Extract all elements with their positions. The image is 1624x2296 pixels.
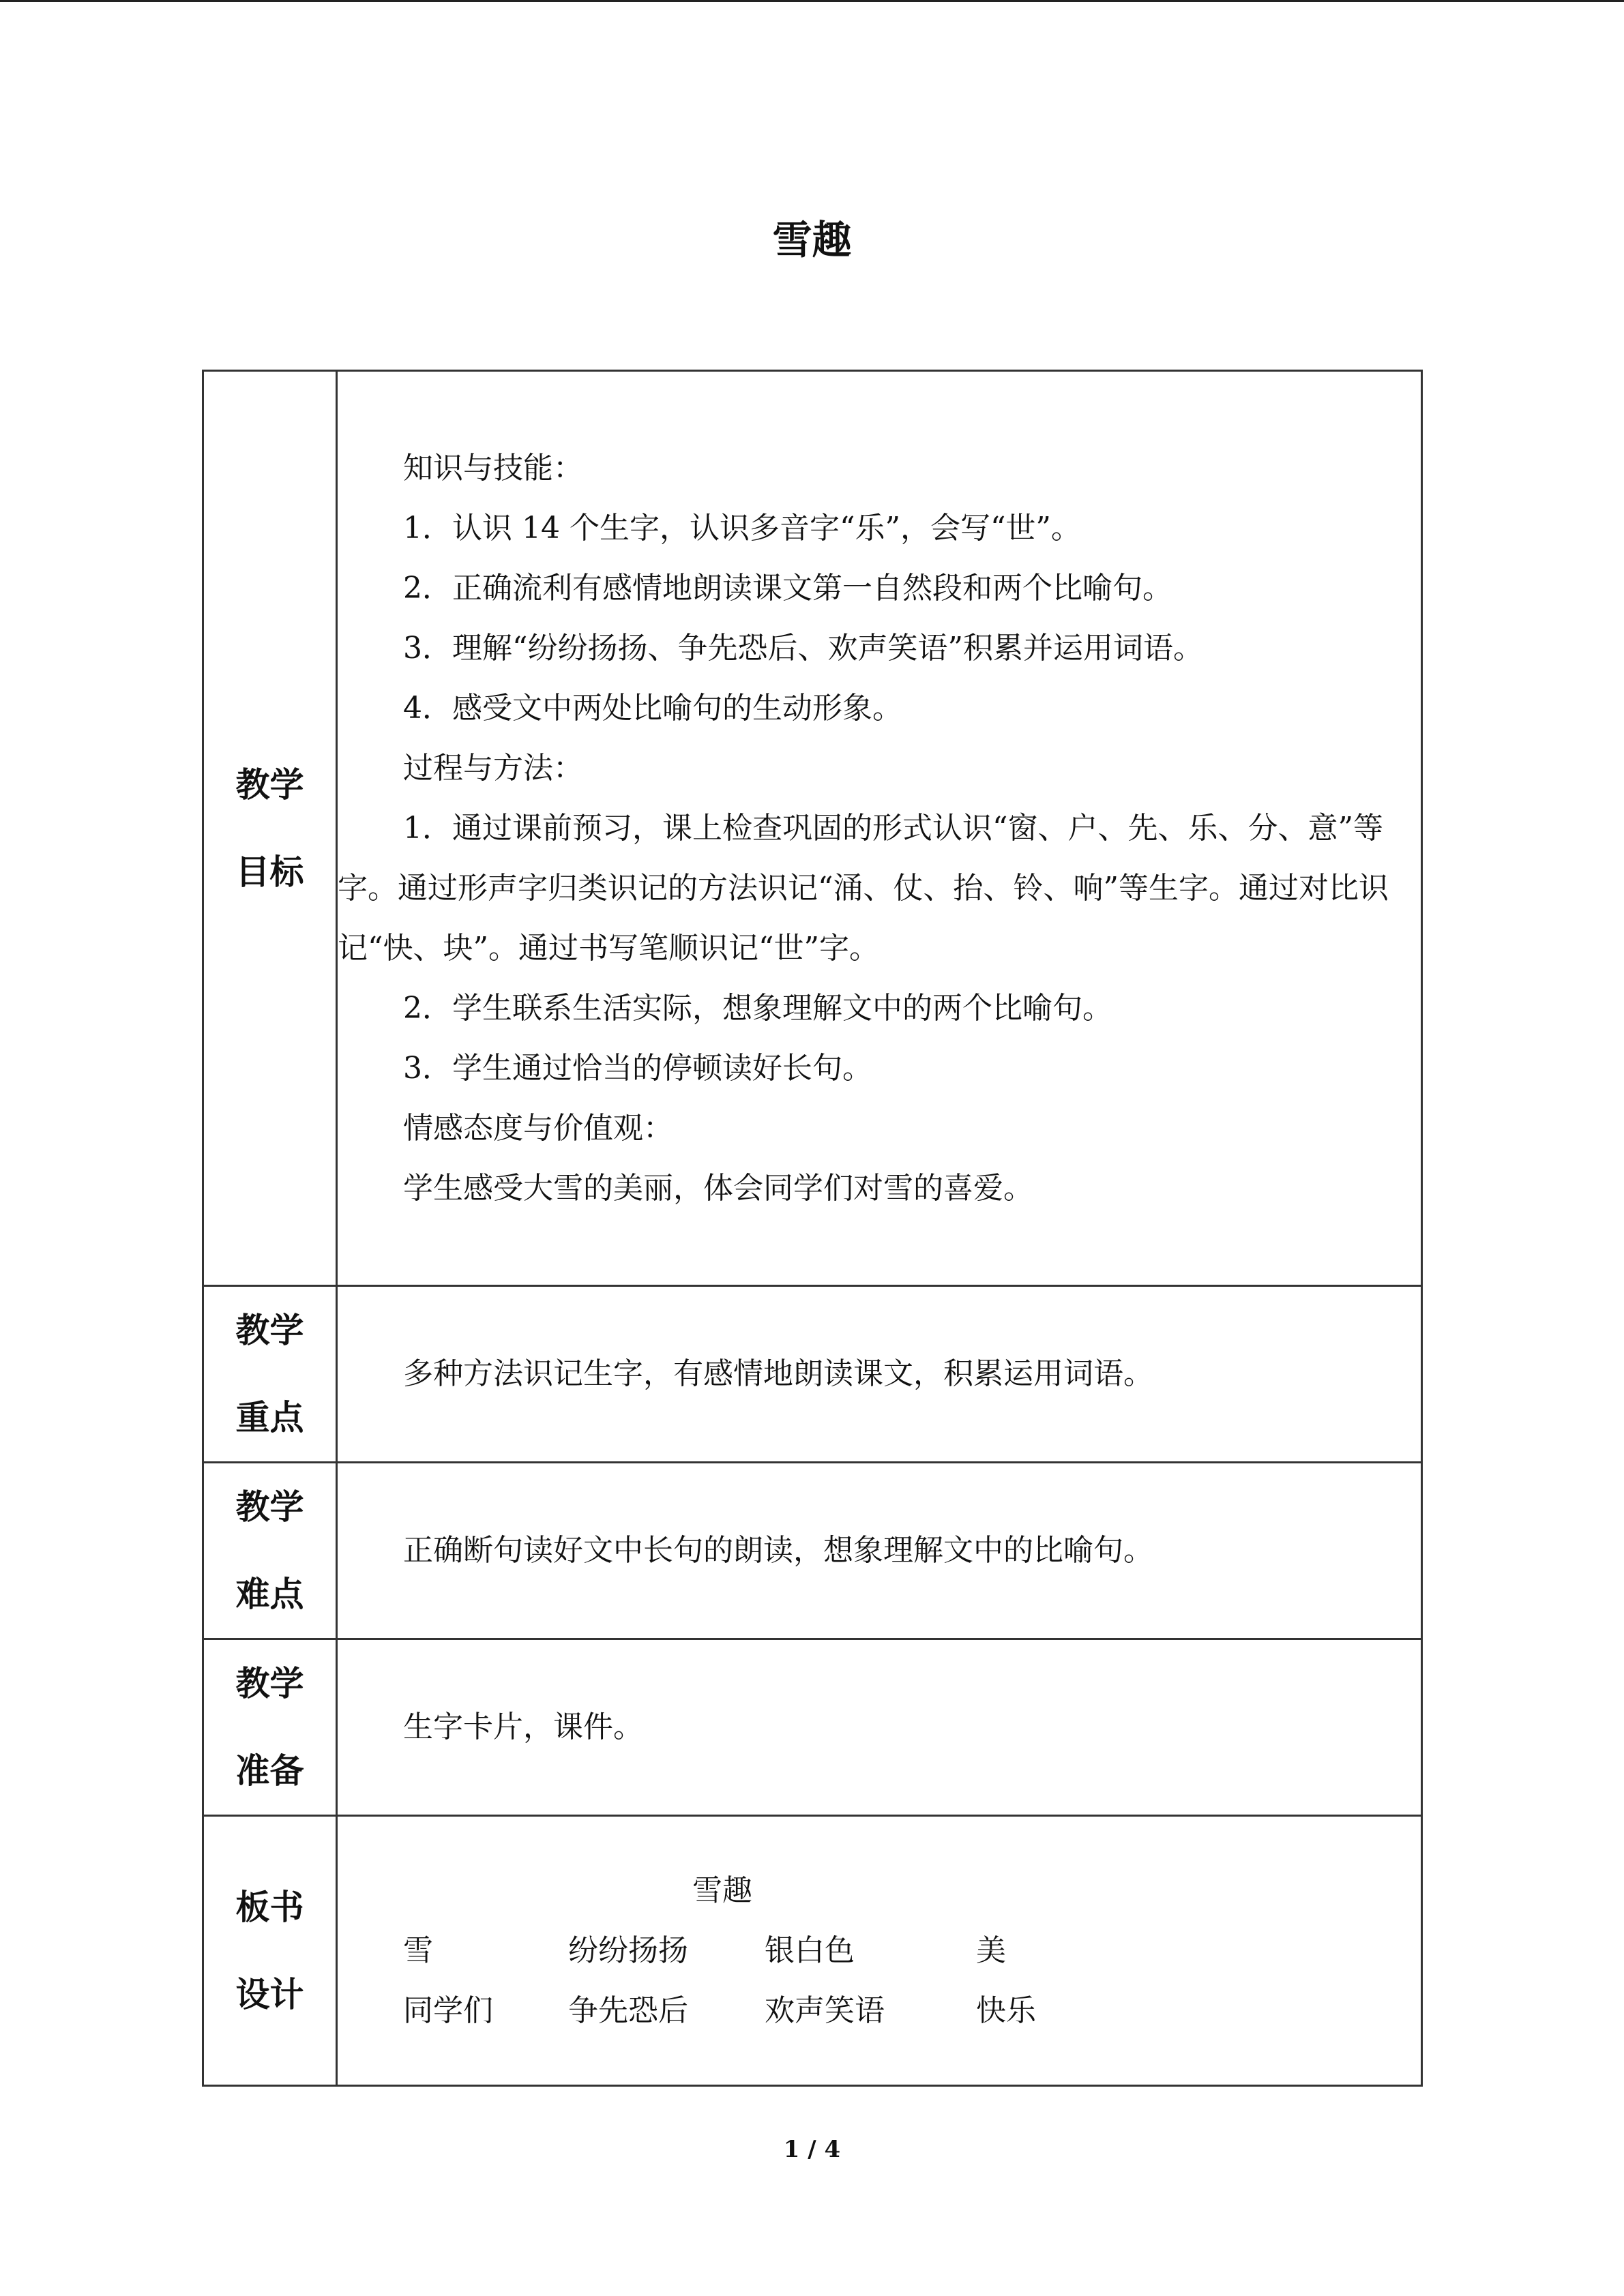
board-cell: 快乐 xyxy=(976,1993,1036,2028)
board-cell: 纷纷扬扬 xyxy=(568,1933,688,1968)
objective-line: 知识与技能： xyxy=(403,450,583,486)
row-label-key-points xyxy=(203,1286,337,1463)
table-row-difficulties xyxy=(203,1463,1422,1639)
objective-line: 1．认识 14 个生字，认识多音字“乐”，会写“世”。 xyxy=(403,510,1081,546)
board-cell: 欢声笑语 xyxy=(765,1993,885,2028)
table-row-key-points xyxy=(203,1286,1422,1463)
row-label-difficulties xyxy=(203,1463,337,1639)
board-design-content xyxy=(337,1816,1422,2086)
objective-line: 2．学生联系生活实际，想象理解文中的两个比喻句。 xyxy=(403,990,1112,1026)
table-row-board-design xyxy=(203,1816,1422,2086)
objective-line: 4．感受文中两处比喻句的生动形象。 xyxy=(403,690,902,726)
key-points-text: 多种方法识记生字，有感情地朗读课文，积累运用词语。 xyxy=(403,1356,1153,1391)
document-title: 雪趣 xyxy=(772,217,852,263)
page-number: 1 / 4 xyxy=(783,2136,841,2163)
preparation-content xyxy=(337,1639,1422,1816)
label-line: 教学 xyxy=(235,764,304,805)
board-cell: 银白色 xyxy=(765,1933,855,1968)
label-line: 教学 xyxy=(235,1487,304,1527)
board-row xyxy=(338,1981,1421,2041)
preparation-text: 生字卡片，课件。 xyxy=(403,1710,643,1744)
label-line: 设计 xyxy=(235,1974,304,2014)
row-label-preparation xyxy=(203,1639,337,1816)
difficulties-content xyxy=(337,1463,1422,1639)
difficulties-text: 正确断句读好文中长句的朗读，想象理解文中的比喻句。 xyxy=(403,1533,1153,1568)
label-line: 重点 xyxy=(235,1398,304,1437)
objective-line: 学生感受大雪的美丽，体会同学们对雪的喜爱。 xyxy=(403,1170,1033,1206)
board-cell: 争先恐后 xyxy=(568,1993,688,2028)
label-line: 教学 xyxy=(235,1311,304,1350)
objective-line: 3．学生通过恰当的停顿读好长句。 xyxy=(403,1050,872,1086)
row-label-objectives xyxy=(203,371,337,1286)
objective-line: 过程与方法： xyxy=(403,750,583,786)
label-line: 板书 xyxy=(235,1887,304,1927)
board-title: 雪趣 xyxy=(692,1873,752,1908)
objective-line: 3．理解“纷纷扬扬、争先恐后、欢声笑语”积累并运用词语。 xyxy=(403,630,1203,666)
objectives-content xyxy=(337,371,1422,1286)
board-cell: 同学们 xyxy=(403,1993,493,2028)
board-cell: 雪 xyxy=(403,1933,433,1968)
key-points-content xyxy=(337,1286,1422,1463)
row-label-board-design xyxy=(203,1816,337,2086)
objective-line: 情感态度与价值观： xyxy=(403,1110,673,1146)
label-line: 准备 xyxy=(235,1751,304,1791)
objective-paragraph: 1．通过课前预习，课上检查巩固的形式认识“窗、户、先、乐、分、意”等字。通过形声字归类识记的方法识记“涌、仗、抬、铃、响”等生字。通过对比识记“快、块”。通过书写笔顺识记“世”字。 xyxy=(338,810,1389,966)
label-line: 教学 xyxy=(235,1664,304,1703)
table-row-objectives xyxy=(203,371,1422,1286)
lesson-plan-table xyxy=(202,370,1423,2087)
table-row-preparation xyxy=(203,1639,1422,1816)
objective-line: 2．正确流利有感情地朗读课文第一自然段和两个比喻句。 xyxy=(403,570,1172,606)
board-cell: 美 xyxy=(976,1933,1006,1968)
top-border-line xyxy=(0,0,1624,2)
label-line: 难点 xyxy=(235,1575,304,1614)
label-line: 目标 xyxy=(235,852,304,892)
board-row xyxy=(338,1921,1421,1981)
